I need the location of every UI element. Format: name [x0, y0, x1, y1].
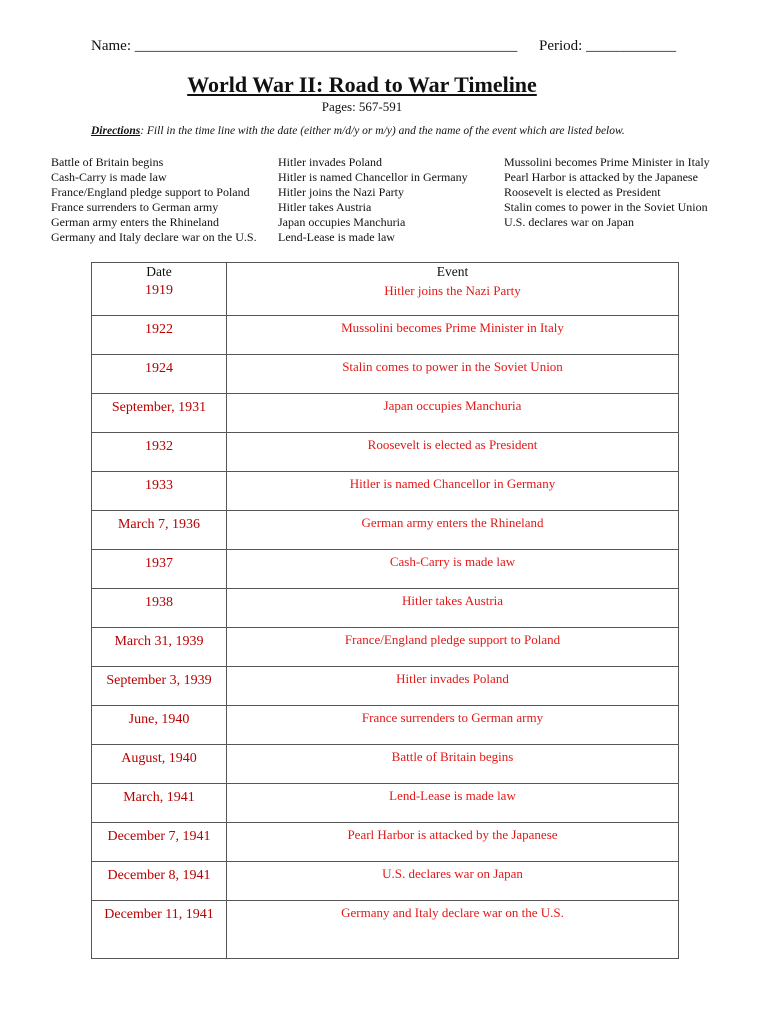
timeline-event-cell[interactable]: German army enters the Rhineland — [227, 511, 679, 550]
word-bank-item: Hitler joins the Nazi Party — [278, 185, 404, 199]
timeline-event-cell[interactable]: Hitler joins the Nazi Party — [227, 282, 679, 316]
word-bank-item: Pearl Harbor is attacked by the Japanese — [504, 170, 698, 184]
timeline-date-cell[interactable]: 1938 — [92, 589, 227, 628]
word-bank-item: Cash-Carry is made law — [51, 170, 167, 184]
word-bank-item: Hitler is named Chancellor in Germany — [278, 170, 468, 184]
name-field[interactable]: Name: ___________________________________________________ — [91, 38, 518, 54]
timeline-date-cell[interactable]: 1933 — [92, 472, 227, 511]
timeline-date-cell[interactable]: September 3, 1939 — [92, 667, 227, 706]
timeline-row — [92, 511, 679, 550]
timeline-date-cell[interactable]: March 31, 1939 — [92, 628, 227, 667]
student-info-line — [91, 38, 691, 58]
timeline-event-cell[interactable]: Pearl Harbor is attacked by the Japanese — [227, 823, 679, 862]
timeline-row — [92, 862, 679, 901]
word-bank-item: Hitler takes Austria — [278, 200, 372, 214]
timeline-date-cell[interactable]: March, 1941 — [92, 784, 227, 823]
timeline-date-cell[interactable]: December 11, 1941 — [92, 901, 227, 959]
timeline-table — [91, 262, 679, 959]
timeline-row — [92, 433, 679, 472]
word-bank-item: Germany and Italy declare war on the U.S. — [51, 230, 257, 244]
period-field[interactable]: Period: ____________ — [539, 38, 677, 54]
timeline-row — [92, 472, 679, 511]
timeline-event-cell[interactable]: France surrenders to German army — [227, 706, 679, 745]
timeline-row — [92, 784, 679, 823]
page-range: Pages: 567-591 — [321, 99, 403, 114]
word-bank-item: U.S. declares war on Japan — [504, 215, 634, 229]
directions-label: Directions — [91, 125, 141, 137]
timeline-event-cell[interactable]: Roosevelt is elected as President — [227, 433, 679, 472]
timeline-date-cell[interactable]: 1937 — [92, 550, 227, 589]
timeline-event-cell[interactable]: Mussolini becomes Prime Minister in Italy — [227, 316, 679, 355]
timeline-row — [92, 667, 679, 706]
timeline-event-cell[interactable]: France/England pledge support to Poland — [227, 628, 679, 667]
word-bank-item: Hitler invades Poland — [278, 155, 382, 169]
word-bank-item: Stalin comes to power in the Soviet Union — [504, 200, 708, 214]
event-column-header: Event — [227, 263, 679, 283]
timeline-row — [92, 628, 679, 667]
timeline-event-cell[interactable]: Hitler takes Austria — [227, 589, 679, 628]
word-bank-column-1 — [51, 155, 257, 245]
timeline-date-cell[interactable]: August, 1940 — [92, 745, 227, 784]
word-bank-item: Lend-Lease is made law — [278, 230, 395, 244]
timeline-header-row — [92, 263, 679, 283]
timeline-row — [92, 589, 679, 628]
word-bank-item: Mussolini becomes Prime Minister in Italy — [504, 155, 710, 169]
timeline-event-cell[interactable]: Stalin comes to power in the Soviet Union — [227, 355, 679, 394]
word-bank-item: Roosevelt is elected as President — [504, 185, 661, 199]
word-bank-column-2 — [278, 155, 468, 245]
timeline-date-cell[interactable]: March 7, 1936 — [92, 511, 227, 550]
timeline-row — [92, 355, 679, 394]
timeline-event-cell[interactable]: U.S. declares war on Japan — [227, 862, 679, 901]
timeline-date-cell[interactable]: 1922 — [92, 316, 227, 355]
timeline-date-cell[interactable]: December 7, 1941 — [92, 823, 227, 862]
timeline-event-cell[interactable]: Hitler invades Poland — [227, 667, 679, 706]
timeline-date-cell[interactable]: September, 1931 — [92, 394, 227, 433]
word-bank-item: Japan occupies Manchuria — [278, 215, 406, 229]
timeline-event-cell[interactable]: Hitler is named Chancellor in Germany — [227, 472, 679, 511]
directions — [91, 125, 625, 137]
timeline-event-cell[interactable]: Battle of Britain begins — [227, 745, 679, 784]
timeline-row — [92, 550, 679, 589]
timeline-row — [92, 316, 679, 355]
word-bank-item: France/England pledge support to Poland — [51, 185, 250, 199]
timeline-date-cell[interactable]: 1932 — [92, 433, 227, 472]
timeline-date-cell[interactable]: December 8, 1941 — [92, 862, 227, 901]
word-bank-item: Battle of Britain begins — [51, 155, 164, 169]
word-bank-item: France surrenders to German army — [51, 200, 219, 214]
timeline-event-cell[interactable]: Germany and Italy declare war on the U.S. — [227, 901, 679, 959]
timeline-event-cell[interactable]: Lend-Lease is made law — [227, 784, 679, 823]
timeline-row — [92, 706, 679, 745]
timeline-event-cell[interactable]: Cash-Carry is made law — [227, 550, 679, 589]
date-column-header: Date — [92, 263, 227, 283]
word-bank-column-3 — [504, 155, 710, 230]
timeline-event-cell[interactable]: Japan occupies Manchuria — [227, 394, 679, 433]
timeline-date-cell[interactable]: 1919 — [92, 282, 227, 316]
timeline-date-cell[interactable]: 1924 — [92, 355, 227, 394]
timeline-date-cell[interactable]: June, 1940 — [92, 706, 227, 745]
timeline-row — [92, 745, 679, 784]
directions-text: : Fill in the time line with the date (either m/d/y or m/y) and the name of the event which are listed below. — [140, 125, 625, 137]
word-bank-item: German army enters the Rhineland — [51, 215, 219, 229]
timeline-row — [92, 394, 679, 433]
timeline-row — [92, 823, 679, 862]
timeline-row — [92, 282, 679, 316]
timeline-row — [92, 901, 679, 959]
worksheet-title: World War II: Road to War Timeline — [187, 72, 537, 97]
